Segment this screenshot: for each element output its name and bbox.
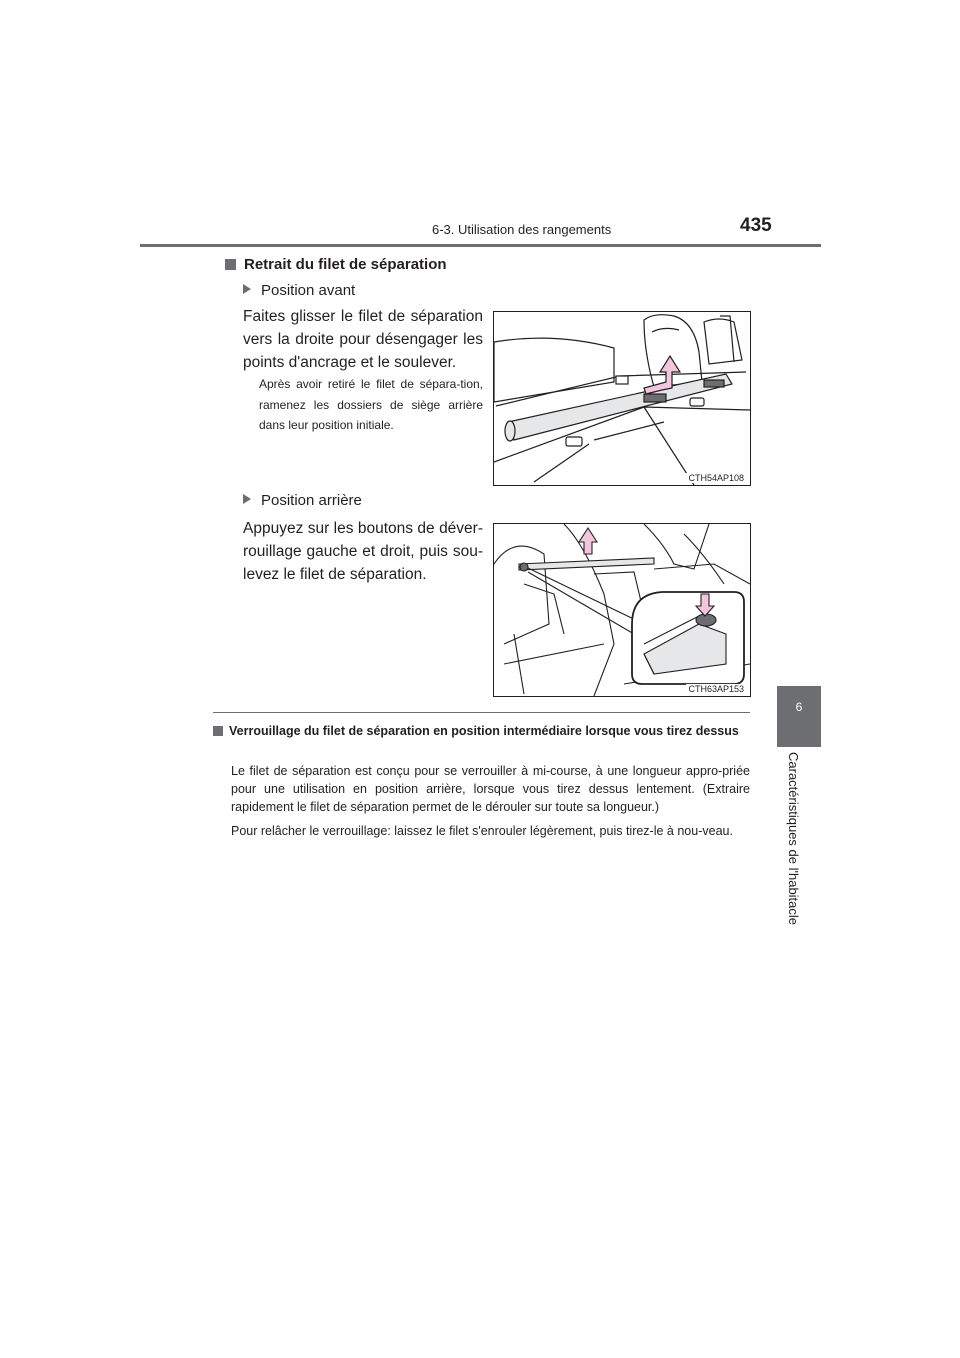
rear-position-instructions: Appuyez sur les boutons de déver-rouillage gauche et droit, puis sou-levez le filet de séparation. bbox=[243, 520, 483, 583]
section-title-text: Retrait du filet de séparation bbox=[244, 256, 447, 273]
figure-front-code: CTH54AP108 bbox=[688, 473, 744, 483]
rear-position-label bbox=[243, 492, 362, 509]
triangle-bullet-icon bbox=[243, 494, 251, 504]
lock-note-paragraph-1: Le filet de séparation est conçu pour se verrouiller à mi-course, à une longueur appro-priée pour une utilisation en position arrière, lorsque vous tirez dessus lentement. (Extraire rapidement le filet de séparation permet de le dérouler sur toute sa longueur.) bbox=[231, 764, 750, 814]
header-rule bbox=[140, 244, 821, 247]
page-number: 435 bbox=[740, 215, 772, 236]
chapter-tab bbox=[777, 686, 821, 747]
chapter-title: Caractéristiques de l'habitacle bbox=[786, 752, 801, 926]
triangle-bullet-icon bbox=[243, 284, 251, 294]
front-position-instructions: Faites glisser le filet de séparation vers la droite pour désengager les points d'ancrage et le soulever. bbox=[243, 308, 483, 371]
figure-rear-position bbox=[493, 523, 751, 697]
front-position-label bbox=[243, 282, 355, 299]
chapter-number: 6 bbox=[795, 700, 803, 714]
cargo-net-rear-illustration bbox=[494, 524, 750, 696]
lock-note-title bbox=[213, 722, 750, 740]
figure-front-position bbox=[493, 311, 751, 486]
lock-note-paragraph-2: Pour relâcher le verrouillage: laissez le filet s'enrouler légèrement, puis tirez-le à nou-veau. bbox=[231, 824, 733, 838]
cargo-net-front-illustration bbox=[494, 312, 750, 485]
rear-position-label-text: Position arrière bbox=[261, 492, 362, 509]
front-position-note: Après avoir retiré le filet de sépara-tion, ramenez les dossiers de siège arrière dans leur position initiale. bbox=[259, 377, 483, 432]
front-position-label-text: Position avant bbox=[261, 282, 356, 299]
square-bullet-icon bbox=[213, 726, 223, 736]
lock-note-title-text: Verrouillage du filet de séparation en position intermédiaire lorsque vous tirez dessus bbox=[229, 724, 739, 738]
note-divider bbox=[213, 712, 750, 713]
section-title bbox=[225, 256, 447, 273]
square-bullet-icon bbox=[225, 259, 236, 270]
figure-rear-code: CTH63AP153 bbox=[688, 684, 744, 694]
section-header: 6-3. Utilisation des rangements bbox=[432, 222, 612, 237]
